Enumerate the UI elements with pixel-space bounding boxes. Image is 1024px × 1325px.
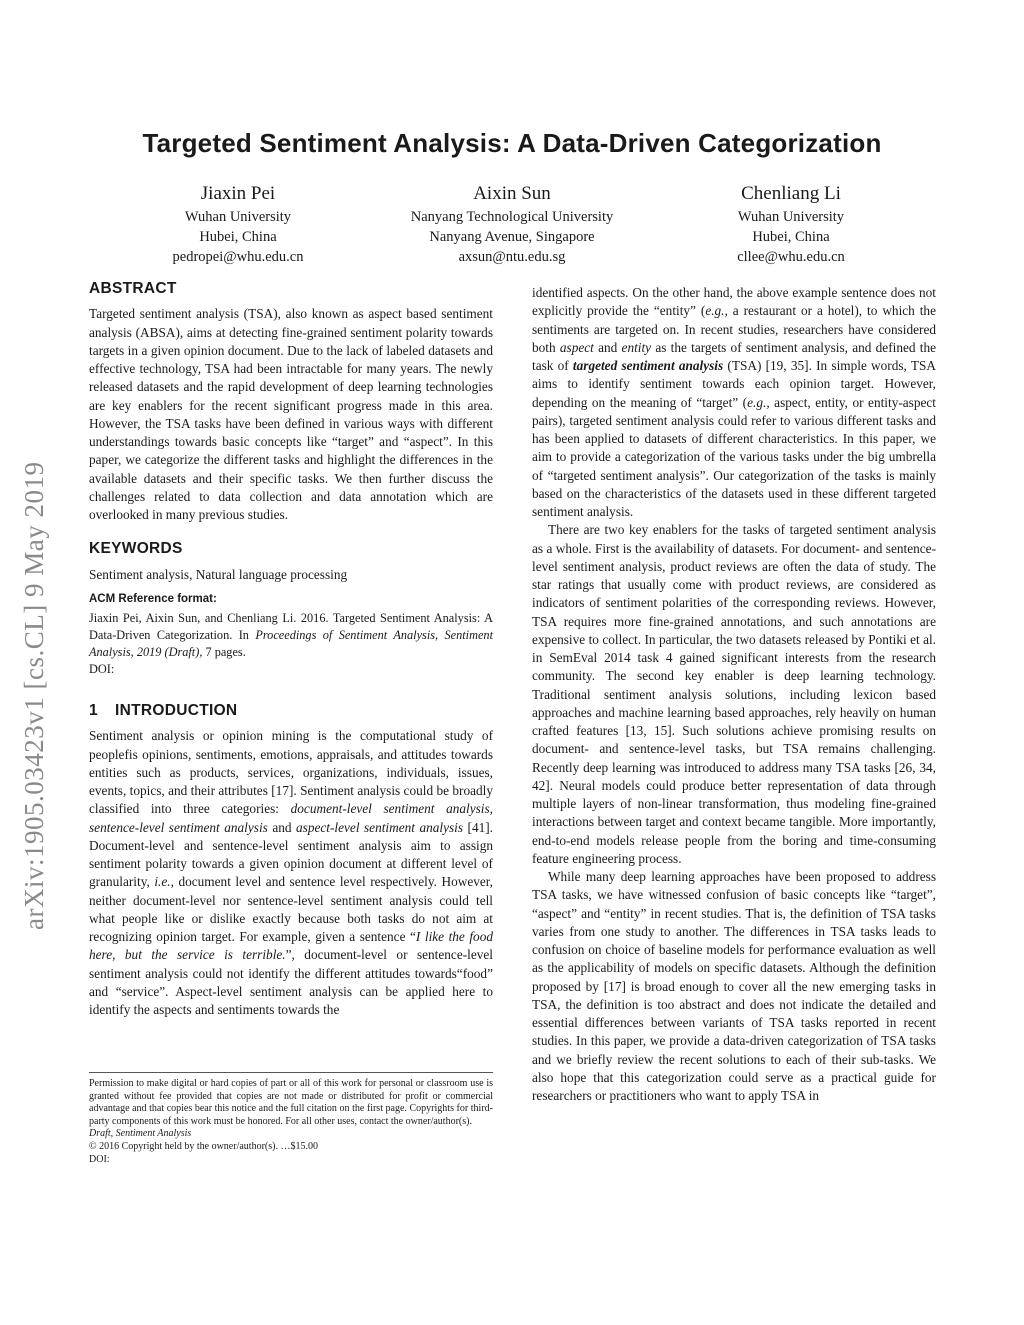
author-email[interactable]: pedropei@whu.edu.cn [172, 249, 304, 265]
footnote-doi: DOI: [89, 1153, 110, 1165]
arxiv-identifier: arXiv:1905.03423v1 [cs.CL] 9 May 2019 [19, 461, 49, 930]
author-name: Chenliang Li [741, 183, 841, 204]
right-column [532, 284, 936, 1105]
introduction-paragraph: identified aspects. On the other hand, the above example sentence does not explicitly provide the “entity” (e.g., a restaurant or a hotel), to which the sentiments are targeted on. In recent studies, researchers have considered both aspect and entity as the targets of sentiment analysis, and defined the task of targeted sentiment analysis (TSA) [19, 35]. In simple words, TSA aims to identify sentiment towards each opinion target. However, depending on the meaning of “target” (e.g., aspect, entity, or entity-aspect pairs), targeted sentiment analysis could refer to various different tasks and has been applied to datasets of different characteristics. In this paper, we aim to provide a categorization of the various tasks under the big umbrella of “targeted sentiment analysis”. Our categorization of the tasks is mainly based on the characteristics of the datasets used in these different targeted sentiment analysis. [532, 285, 936, 519]
author-email[interactable]: axsun@ntu.edu.sg [458, 249, 566, 265]
keywords-heading: KEYWORDS [89, 540, 183, 558]
abstract-text: Targeted sentiment analysis (TSA), also known as aspect based sentiment analysis (ABSA), aims at detecting fine-grained sentiment polarity towards targets in a given opinion document. Due to the lack of labeled datasets and effective technology, TSA had been intractable for many years. The newly released datasets and the rapid development of deep learning technologies are key enablers for the recent significant progress made in this area. However, the TSA tasks have been defined in various ways with different understandings towards basic concepts like “target” and “aspect”. In this paper, we categorize the different tasks and highlight the differences in the available datasets and their specific tasks. We then further discuss the challenges related to data collection and data annotation which are overlooked in many previous studies. [89, 306, 493, 522]
introduction-paragraph: Sentiment analysis or opinion mining is the computational study of peoplefis opinions, sentiments, emotions, appraisals, and attitudes towards entities such as products, services, organizations, individuals, issues, events, topics, and their attributes [17]. Sentiment analysis could be broadly classified into three categories: document-level sentiment analysis, sentence-level sentiment analysis and aspect-level sentiment analysis [41]. Document-level and sentence-level sentiment analysis aim to assign sentiment polarity towards a given opinion document at different level of granularity, i.e., document level and sentence level respectively. However, neither document-level nor sentence-level sentiment analysis could tell what people like or dislike exactly because both tasks do not aim at recognizing opinion target. For example, given a sentence “I like the food here, but the service is terrible.”, document-level or sentence-level sentiment analysis could not identify the different attitudes towards“food” and “service”. Aspect-level sentiment analysis can be applied here to identify the aspects and sentiments towards the [89, 728, 494, 1017]
author-affiliation: Nanyang Technological University [410, 209, 614, 225]
footnote-venue: Draft, Sentiment Analysis [89, 1128, 192, 1140]
acm-reference-text: Jiaxin Pei, Aixin Sun, and Chenliang Li. 2016. Targeted Sentiment Analysis: A Data-Driven Categorization. In Proceedings of Sentiment Analysis, Sentiment Analysis, 2019 (Draft), 7 pages. [89, 611, 493, 659]
author-name: Jiaxin Pei [200, 183, 276, 204]
acm-reference-doi: DOI: [89, 662, 115, 676]
paper-title: Targeted Sentiment Analysis: A Data-Driven Categorization [142, 128, 882, 158]
permission-footnote [89, 1072, 493, 1166]
author-affiliation: Wuhan University [737, 209, 845, 225]
author-block [88, 184, 388, 267]
left-column [89, 280, 493, 1019]
author-email[interactable]: cllee@whu.edu.cn [737, 249, 845, 265]
acm-reference-heading: ACM Reference format: [89, 592, 217, 605]
author-affiliation: Wuhan University [184, 209, 292, 225]
introduction-heading: 1 INTRODUCTION [89, 702, 238, 719]
author-block [362, 184, 662, 267]
permission-text: Permission to make digital or hard copies of part or all of this work for personal or classroom use is granted without fee provided that copies are not made or distributed for profit or commercial advantage and that copies bear this notice and the full citation on the first page. Copyrights for third-party components of this work must be honored. For all other uses, contact the owner/author(s). [89, 1078, 493, 1127]
author-location: Nanyang Avenue, Singapore [429, 229, 595, 245]
author-location: Hubei, China [752, 229, 830, 245]
author-location: Hubei, China [199, 229, 277, 245]
abstract-heading: ABSTRACT [89, 280, 177, 297]
keywords-text: Sentiment analysis, Natural language processing [89, 566, 348, 582]
footnote-copyright: © 2016 Copyright held by the owner/author(s). …$15.00 [89, 1140, 318, 1152]
author-block [641, 184, 941, 267]
introduction-paragraph: While many deep learning approaches have been proposed to address TSA tasks, we have witnessed confusion of basic concepts like “target”, “aspect” and “entity” in recent studies. That is, the definition of TSA tasks varies from one study to another. The differences in TSA tasks leads to confusion on choice of baseline models for performance evaluation as well as the applicability of models on specific datasets. Although the definition proposed by [17] is broad enough to cover all the new emerging tasks in TSA, the definition is too abstract and does not indicate the detailed and essential differences between variants of TSA tasks reported in recent studies. In this paper, we provide a data-driven categorization of TSA tasks and we briefly review the recent solutions to each of their sub-tasks. We also hope that this categorization could serve as a practical guide for researchers or practitioners who want to apply TSA in [532, 869, 936, 1103]
introduction-paragraph: There are two key enablers for the tasks of targeted sentiment analysis as a whole. First is the availability of datasets. For document- and sentence-level sentiment analysis, product reviews are often the data of study. The star ratings that usually come with product reviews, are considered as indicators of sentiment polarities of the corresponding reviews. However, TSA requires more fine-grained annotations, and such annotations are expensive to collect. In particular, the two datasets released by Pontiki et al. in SemEval 2014 task 4 gained significant interests from the research community. The second key enabler is deep learning technology. Traditional sentiment analysis solutions, including lexicon based approaches and machine learning based approaches, rely heavily on human crafted features [13, 15]. Such solutions achieve promising results on document- and sentence-level tasks, but TSA remains challenging. Recently deep learning was introduced to address many TSA tasks [26, 34, 42]. Neural models could produce better representation of data through multiple layers of non-linear transformation, thus modeling fine-grained interactions between target and context became tangible. More importantly, end-to-end models release people from the boring and time-consuming feature engineering process. [532, 522, 936, 866]
author-name: Aixin Sun [473, 183, 551, 204]
